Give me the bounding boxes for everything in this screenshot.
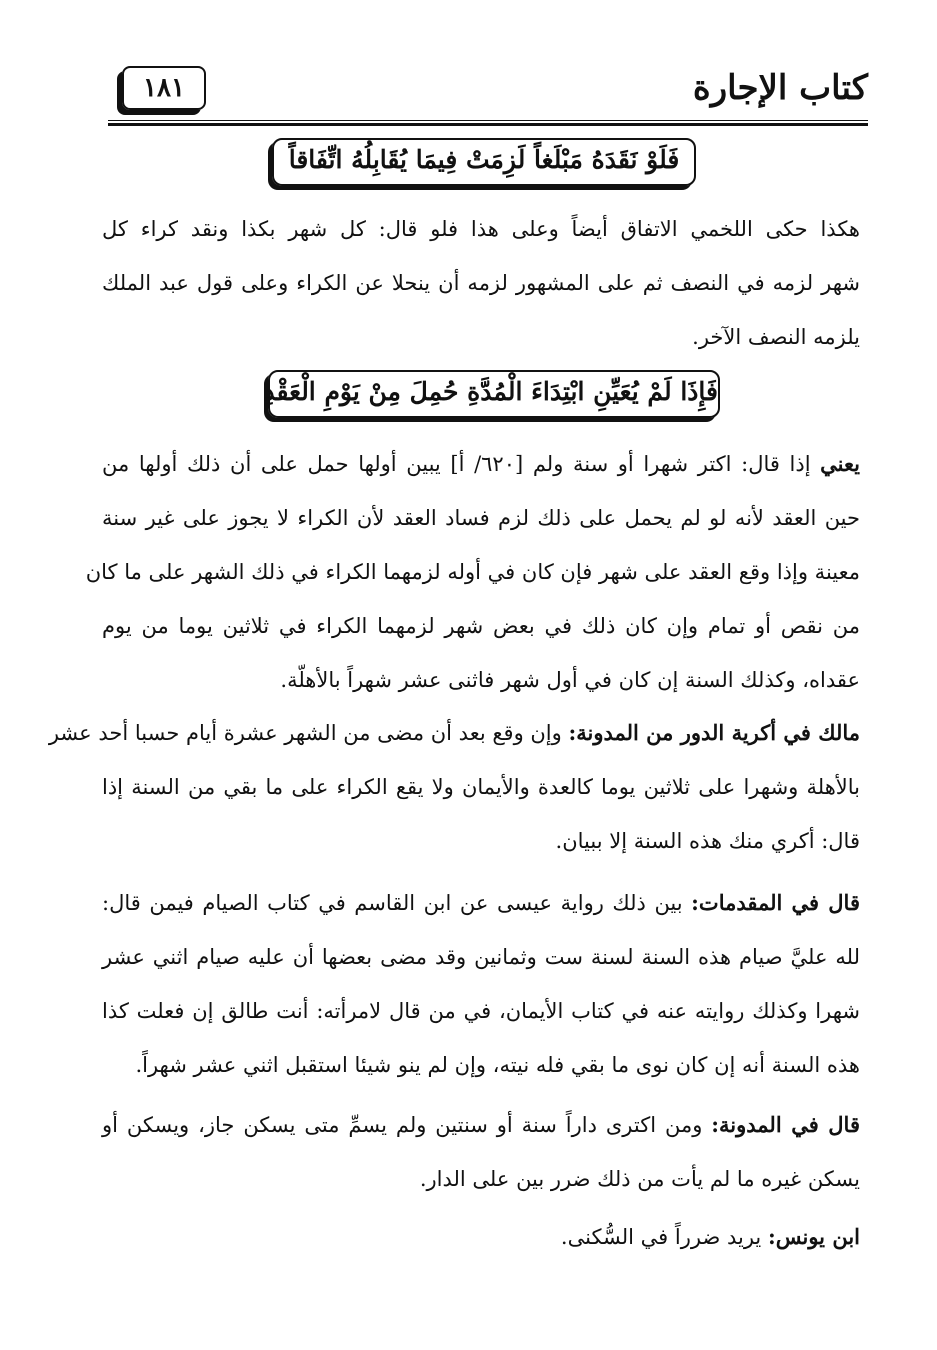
text-line: يسكن غيره ما لم يأت من ذلك ضرر بين على الدار. [419, 1167, 860, 1191]
text-line: هذه السنة أنه إن كان نوى ما بقي فله نيته، وإن لم ينو شيئا استقبل اثني عشر شهراً. [135, 1053, 860, 1077]
page-header [108, 58, 868, 126]
matn-box-1: فَلَوْ نَقَدَهُ مَبْلَغاً لَزِمَتْ فِيمَا يُقَابِلُهُ اتِّفَاقاً [272, 138, 696, 186]
book-title: كتاب الإجارة [692, 68, 868, 108]
text-line: لله عليَّ صيام هذه السنة لسنة ست وثمانين وقد مضى بعضها أن عليه صيام اثني عشر [102, 945, 860, 969]
header-rule [108, 123, 868, 126]
text-line: قال: أكري منك هذه السنة إلا ببيان. [555, 829, 860, 853]
text-line: يلزمه النصف الآخر. [692, 325, 860, 349]
page-number: ١٨١ [122, 66, 206, 110]
paragraph-3 [48, 706, 860, 868]
text-line: ابن يونس: يريد ضرراً في السُّكنى. [560, 1224, 860, 1249]
text-line: شهرا وكذلك روايته عنه في كتاب الأيمان، في من قال لامرأته: أنت طالق إن فعلت كذا [102, 999, 860, 1023]
text-line: شهر لزمه في النصف ثم على المشهور لزمه أن ينحلا عن الكراء وعلى قول عبد الملك [102, 271, 860, 295]
header-rule-thin [108, 120, 868, 121]
paragraph-4 [102, 876, 860, 1092]
matn-box-2: فَإِذَا لَمْ يُعَيِّنِ ابْتِدَاءَ الْمُدَّةِ حُمِلَ مِنْ يَوْمِ الْعَقْدِ [268, 370, 720, 418]
text-line: معينة وإذا وقع العقد على شهر فإن كان في أوله لزمهما الكراء في ذلك الشهر على ما كان [85, 560, 860, 584]
text-line: عقداه، وكذلك السنة إن كان في أول شهر فاثنى عشر شهراً بالأهلّة. [280, 668, 860, 692]
text-line: يعني إذا قال: اكتر شهرا أو سنة ولم [٦٢٠/ أ] يبين أولها حمل على أن ذلك أولها من [102, 451, 860, 476]
text-line: قال في المدونة: ومن اكترى داراً سنة أو سنتين ولم يسمِّ متى يسكن جاز، ويسكن أو [102, 1112, 860, 1137]
paragraph-1 [102, 202, 860, 364]
paragraph-5 [102, 1098, 860, 1206]
paragraph-6 [102, 1210, 860, 1264]
text-line: من نقص أو تمام وإن كان ذلك في بعض شهر لزمهما الكراء في ثلاثين يوما من يوم [102, 614, 860, 638]
text-line: حين العقد لأنه لو لم يحمل على ذلك لزم فساد العقد لأن الكراء لا يجوز على غير سنة [102, 506, 860, 530]
source-citation: قال في المقدمات: [691, 890, 860, 915]
paragraph-2 [85, 437, 860, 707]
text-line: قال في المقدمات: بين ذلك رواية عيسى عن ابن القاسم في كتاب الصيام فيمن قال: [102, 890, 860, 915]
paragraph-lead: يعني [820, 451, 860, 476]
text-line: بالأهلة وشهرا على ثلاثين يوما كالعدة والأيمان ولا يقع الكراء على ما بقي من السنة إذا [102, 775, 860, 799]
source-citation: ابن يونس: [767, 1224, 860, 1249]
source-citation: قال في المدونة: [711, 1112, 860, 1137]
text-line: هكذا حكى اللخمي الاتفاق أيضاً وعلى هذا فلو قال: كل شهر بكذا ونقد كراء كل [102, 217, 860, 241]
text-line: مالك في أكرية الدور من المدونة: وإن وقع بعد أن مضى من الشهر عشرة أيام حسبا أحد عشر [48, 720, 860, 745]
source-citation: مالك في أكرية الدور من المدونة: [568, 720, 860, 745]
